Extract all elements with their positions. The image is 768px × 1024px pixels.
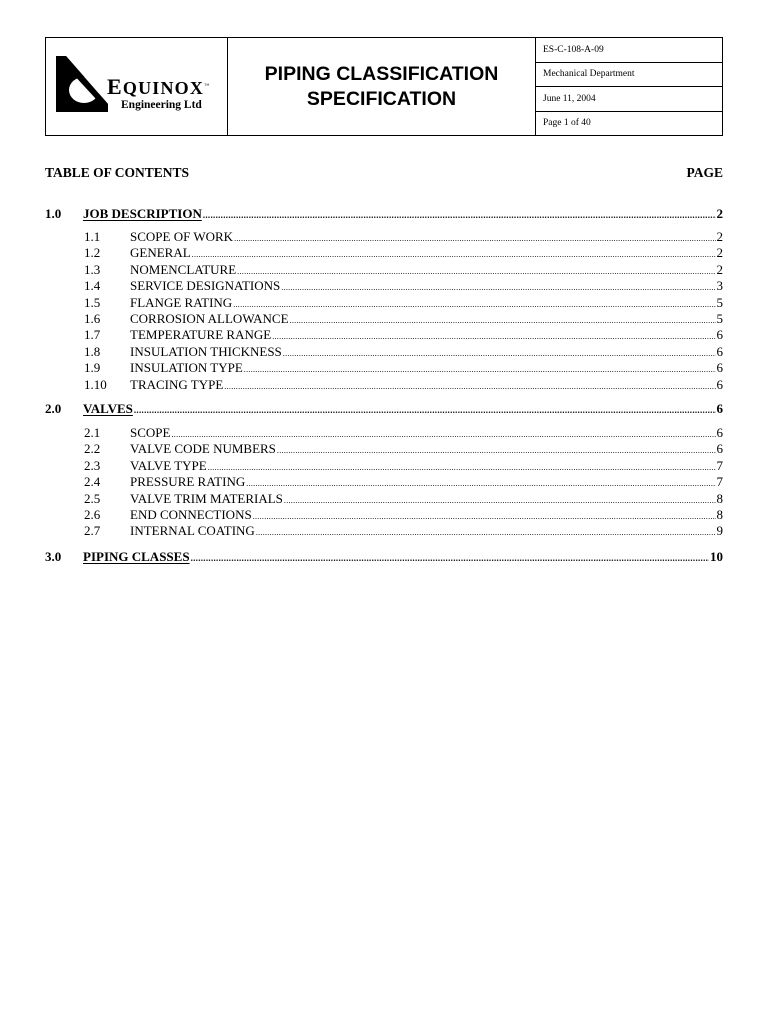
toc-entry-title: GENERAL <box>130 245 191 261</box>
toc-entry-num: 1.10 <box>84 376 107 392</box>
toc-item-1-2[interactable] <box>45 245 723 261</box>
toc-entry-page: 6 <box>716 327 723 343</box>
logo-wordmark: EQUINOX™ <box>107 74 211 99</box>
toc-item-2-4[interactable] <box>45 474 723 490</box>
title-line-1: PIPING CLASSIFICATION <box>264 62 499 85</box>
toc-entry-page: 10 <box>710 549 723 564</box>
toc-entry-num: 3.0 <box>45 549 62 564</box>
toc-entry-num: 2.3 <box>84 457 101 473</box>
toc-section-2-0[interactable] <box>45 401 723 417</box>
toc-item-2-2[interactable] <box>45 441 723 457</box>
toc-entry-title: TRACING TYPE <box>130 376 224 392</box>
department: Mechanical Department <box>536 63 722 88</box>
toc-item-1-4[interactable] <box>45 278 723 294</box>
toc-entry-page: 5 <box>716 311 723 326</box>
toc-entry-page: 2 <box>716 206 723 221</box>
toc-entry-title: PRESSURE RATING <box>130 474 246 490</box>
toc-entry-title: INSULATION TYPE <box>130 360 243 376</box>
toc-item-1-5[interactable] <box>45 295 723 311</box>
toc-item-1-7[interactable] <box>45 327 723 343</box>
toc-entry-page: 6 <box>716 376 723 392</box>
toc-entry-page: 2 <box>716 261 723 277</box>
toc-entry-page: 9 <box>716 523 723 539</box>
toc-entry-title: VALVE TRIM MATERIALS <box>130 490 283 506</box>
document-title <box>228 38 536 135</box>
toc-entry-page: 2 <box>716 245 723 261</box>
toc-entry-num: 2.2 <box>84 441 101 457</box>
toc-entry-num: 2.1 <box>84 425 101 440</box>
page-counter: Page 1 of 40 <box>543 118 591 129</box>
toc-entry-page: 6 <box>716 425 723 440</box>
toc-entry-title: INTERNAL COATING <box>130 523 255 539</box>
toc-item-1-8[interactable] <box>45 344 723 360</box>
logo-cell <box>46 38 228 135</box>
title-line-2: SPECIFICATION <box>306 87 457 110</box>
document-header <box>45 37 723 136</box>
toc-entry-page: 8 <box>716 490 723 506</box>
dot-leader <box>134 402 716 418</box>
toc-entry-title: SERVICE DESIGNATIONS <box>130 278 281 294</box>
toc-entry-page: 6 <box>716 401 723 416</box>
dot-leader <box>203 207 716 223</box>
toc-entry-title: TEMPERATURE RANGE <box>130 327 272 343</box>
toc-section-3-0[interactable] <box>45 549 723 565</box>
toc-item-1-9[interactable] <box>45 360 723 376</box>
toc-entry-title: VALVE TYPE <box>130 457 207 473</box>
document-meta <box>536 38 722 135</box>
toc-entry-title: CORROSION ALLOWANCE <box>130 311 289 326</box>
toc-entry-num: 1.7 <box>84 327 101 343</box>
toc-entry-num: 1.3 <box>84 261 101 277</box>
document-number: ES-C-108-A-09 <box>536 38 722 63</box>
toc-entry-page: 2 <box>716 229 723 244</box>
toc-entry-page: 5 <box>716 294 723 310</box>
dot-leader <box>224 379 715 395</box>
toc-entry-num: 1.6 <box>84 311 101 326</box>
equinox-logo-icon <box>56 56 112 116</box>
toc-entry-title: END CONNECTIONS <box>130 507 252 522</box>
toc-entry-page: 6 <box>716 343 723 359</box>
toc-entry-page: 3 <box>716 278 723 294</box>
toc-heading-row <box>45 165 723 181</box>
logo-subtitle: Engineering Ltd <box>121 99 202 111</box>
toc-section-1-0[interactable] <box>45 206 723 222</box>
toc-item-2-7[interactable] <box>45 523 723 539</box>
toc-entry-title: PIPING CLASSES <box>83 549 190 564</box>
toc-entry-title: SCOPE OF WORK <box>130 229 234 244</box>
toc-entry-title: VALVE CODE NUMBERS <box>130 441 276 457</box>
toc-entry-title: NOMENCLATURE <box>130 261 237 277</box>
toc-entry-page: 8 <box>716 507 723 522</box>
toc-item-2-1[interactable] <box>45 425 723 441</box>
dot-leader <box>191 550 709 566</box>
toc-item-1-1[interactable] <box>45 229 723 245</box>
toc-entry-num: 2.6 <box>84 507 101 522</box>
toc-entry-num: 1.2 <box>84 245 101 261</box>
toc-entry-page: 7 <box>716 474 723 490</box>
toc-entry-num: 2.4 <box>84 474 101 490</box>
toc-entry-title: SCOPE <box>130 425 171 440</box>
toc-entry-title: JOB DESCRIPTION <box>83 206 202 221</box>
document-date: June 11, 2004 <box>536 87 722 112</box>
toc-entry-num: 1.8 <box>84 343 101 359</box>
toc-page-heading: PAGE <box>686 165 723 180</box>
toc-item-2-5[interactable] <box>45 491 723 507</box>
toc-entry-page: 6 <box>716 441 723 457</box>
toc-entry-title: INSULATION THICKNESS <box>130 343 282 359</box>
toc-entry-num: 1.9 <box>84 360 101 376</box>
toc-entry-num: 1.4 <box>84 278 101 294</box>
toc-item-1-3[interactable] <box>45 262 723 278</box>
toc-entry-num: 2.7 <box>84 523 101 539</box>
toc-entry-num: 1.5 <box>84 294 101 310</box>
toc-entry-title: FLANGE RATING <box>130 294 233 310</box>
toc-entry-num: 2.0 <box>45 401 62 416</box>
toc-item-1-6[interactable] <box>45 311 723 327</box>
toc-entry-num: 1.1 <box>84 229 101 244</box>
toc-item-1-10[interactable] <box>45 377 723 393</box>
toc-entry-num: 2.5 <box>84 490 101 506</box>
dot-leader <box>256 525 716 541</box>
toc-heading: TABLE OF CONTENTS <box>45 165 190 180</box>
toc-entry-page: 6 <box>716 360 723 376</box>
toc-entry-num: 1.0 <box>45 206 62 221</box>
toc-item-2-6[interactable] <box>45 507 723 523</box>
toc-entry-page: 7 <box>716 457 723 473</box>
toc-entry-title: VALVES <box>83 401 133 416</box>
toc-item-2-3[interactable] <box>45 458 723 474</box>
